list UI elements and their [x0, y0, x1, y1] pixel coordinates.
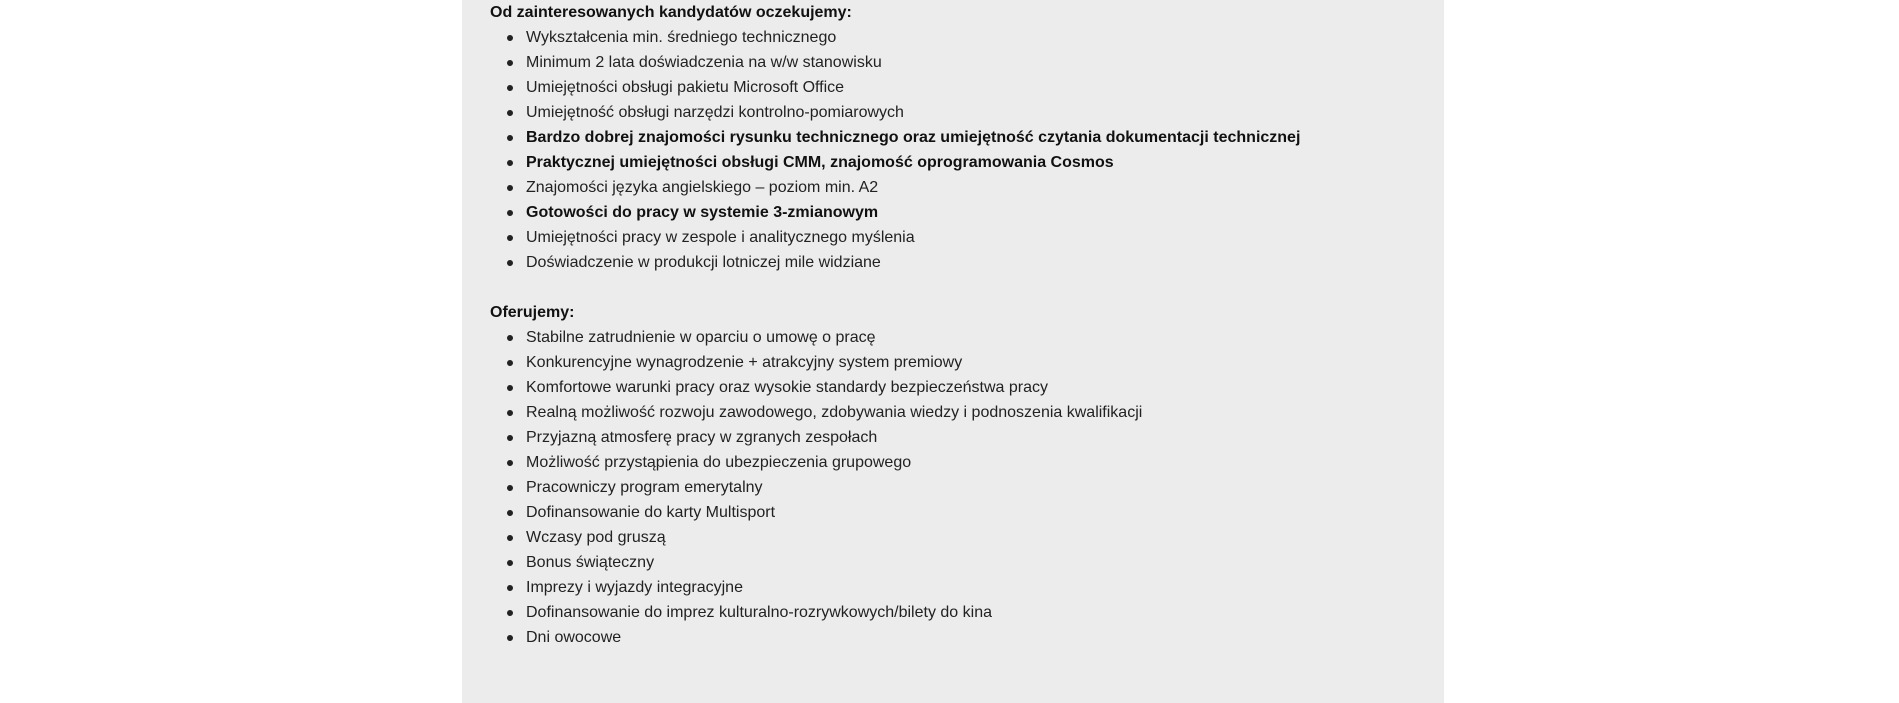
- list-item: [490, 325, 1410, 350]
- bullet-icon: [507, 160, 513, 166]
- list-item: [490, 250, 1410, 275]
- bullet-icon: [507, 535, 513, 541]
- list-item-text: Znajomości języka angielskiego – poziom min. A2: [526, 179, 879, 196]
- list-item: [490, 150, 1410, 175]
- bullet-icon: [507, 510, 513, 516]
- list-item: [490, 500, 1410, 525]
- list-item: [490, 75, 1410, 100]
- list-item-text: Doświadczenie w produkcji lotniczej mile widziane: [526, 254, 881, 271]
- bullet-icon: [507, 410, 513, 416]
- requirements-heading: Od zainteresowanych kandydatów oczekujemy:: [490, 4, 852, 21]
- bullet-icon: [507, 110, 513, 116]
- list-item-text: Stabilne zatrudnienie w oparciu o umowę o pracę: [526, 329, 876, 346]
- list-item: [490, 375, 1410, 400]
- bullet-icon: [507, 85, 513, 91]
- offer-section: [490, 300, 1410, 650]
- list-item: [490, 400, 1410, 425]
- list-item-text: Realną możliwość rozwoju zawodowego, zdobywania wiedzy i podnoszenia kwalifikacji: [526, 404, 1143, 421]
- list-item: [490, 175, 1410, 200]
- list-item-text: Praktycznej umiejętności obsługi CMM, znajomość oprogramowania Cosmos: [526, 154, 1114, 171]
- bullet-icon: [507, 610, 513, 616]
- requirements-list: [490, 25, 1410, 275]
- list-item-text: Pracowniczy program emerytalny: [526, 479, 763, 496]
- list-item: [490, 450, 1410, 475]
- list-item-text: Umiejętności obsługi pakietu Microsoft Office: [526, 79, 845, 96]
- bullet-icon: [507, 135, 513, 141]
- list-item-text: Przyjazną atmosferę pracy w zgranych zespołach: [526, 429, 878, 446]
- list-item-text: Możliwość przystąpienia do ubezpieczenia grupowego: [526, 454, 912, 471]
- list-item-text: Imprezy i wyjazdy integracyjne: [526, 579, 743, 596]
- list-item-text: Wczasy pod gruszą: [526, 529, 666, 546]
- list-item: [490, 625, 1410, 650]
- bullet-icon: [507, 360, 513, 366]
- requirements-section: [490, 0, 1410, 275]
- bullet-icon: [507, 260, 513, 266]
- bullet-icon: [507, 60, 513, 66]
- list-item-text: Komfortowe warunki pracy oraz wysokie standardy bezpieczeństwa pracy: [526, 379, 1049, 396]
- list-item-text: Dofinansowanie do imprez kulturalno-rozrywkowych/bilety do kina: [526, 604, 992, 621]
- list-item: [490, 25, 1410, 50]
- list-item: [490, 525, 1410, 550]
- bullet-icon: [507, 335, 513, 341]
- list-item-text: Umiejętności pracy w zespole i analitycznego myślenia: [526, 229, 915, 246]
- bullet-icon: [507, 585, 513, 591]
- list-item: [490, 475, 1410, 500]
- list-item-text: Bardzo dobrej znajomości rysunku technicznego oraz umiejętność czytania dokumentacji technicznej: [526, 129, 1301, 146]
- list-item-text: Bonus świąteczny: [526, 554, 655, 571]
- offer-list: [490, 325, 1410, 650]
- list-item: [490, 100, 1410, 125]
- bullet-icon: [507, 560, 513, 566]
- list-item: [490, 425, 1410, 450]
- list-item-text: Dofinansowanie do karty Multisport: [526, 504, 776, 521]
- list-item: [490, 550, 1410, 575]
- list-item-text: Wykształcenia min. średniego technicznego: [526, 29, 837, 46]
- bullet-icon: [507, 35, 513, 41]
- bullet-icon: [507, 460, 513, 466]
- bullet-icon: [507, 185, 513, 191]
- list-item-text: Minimum 2 lata doświadczenia na w/w stanowisku: [526, 54, 882, 71]
- bullet-icon: [507, 635, 513, 641]
- list-item: [490, 600, 1410, 625]
- list-item: [490, 200, 1410, 225]
- list-item: [490, 125, 1410, 150]
- list-item: [490, 225, 1410, 250]
- list-item: [490, 350, 1410, 375]
- bullet-icon: [507, 435, 513, 441]
- bullet-icon: [507, 485, 513, 491]
- list-item-text: Dni owocowe: [526, 629, 622, 646]
- bullet-icon: [507, 235, 513, 241]
- bullet-icon: [507, 210, 513, 216]
- list-item: [490, 50, 1410, 75]
- list-item-text: Gotowości do pracy w systemie 3-zmianowym: [526, 204, 879, 221]
- bullet-icon: [507, 385, 513, 391]
- list-item-text: Konkurencyjne wynagrodzenie + atrakcyjny system premiowy: [526, 354, 963, 371]
- offer-heading: Oferujemy:: [490, 304, 575, 321]
- list-item: [490, 575, 1410, 600]
- list-item-text: Umiejętność obsługi narzędzi kontrolno-pomiarowych: [526, 104, 904, 121]
